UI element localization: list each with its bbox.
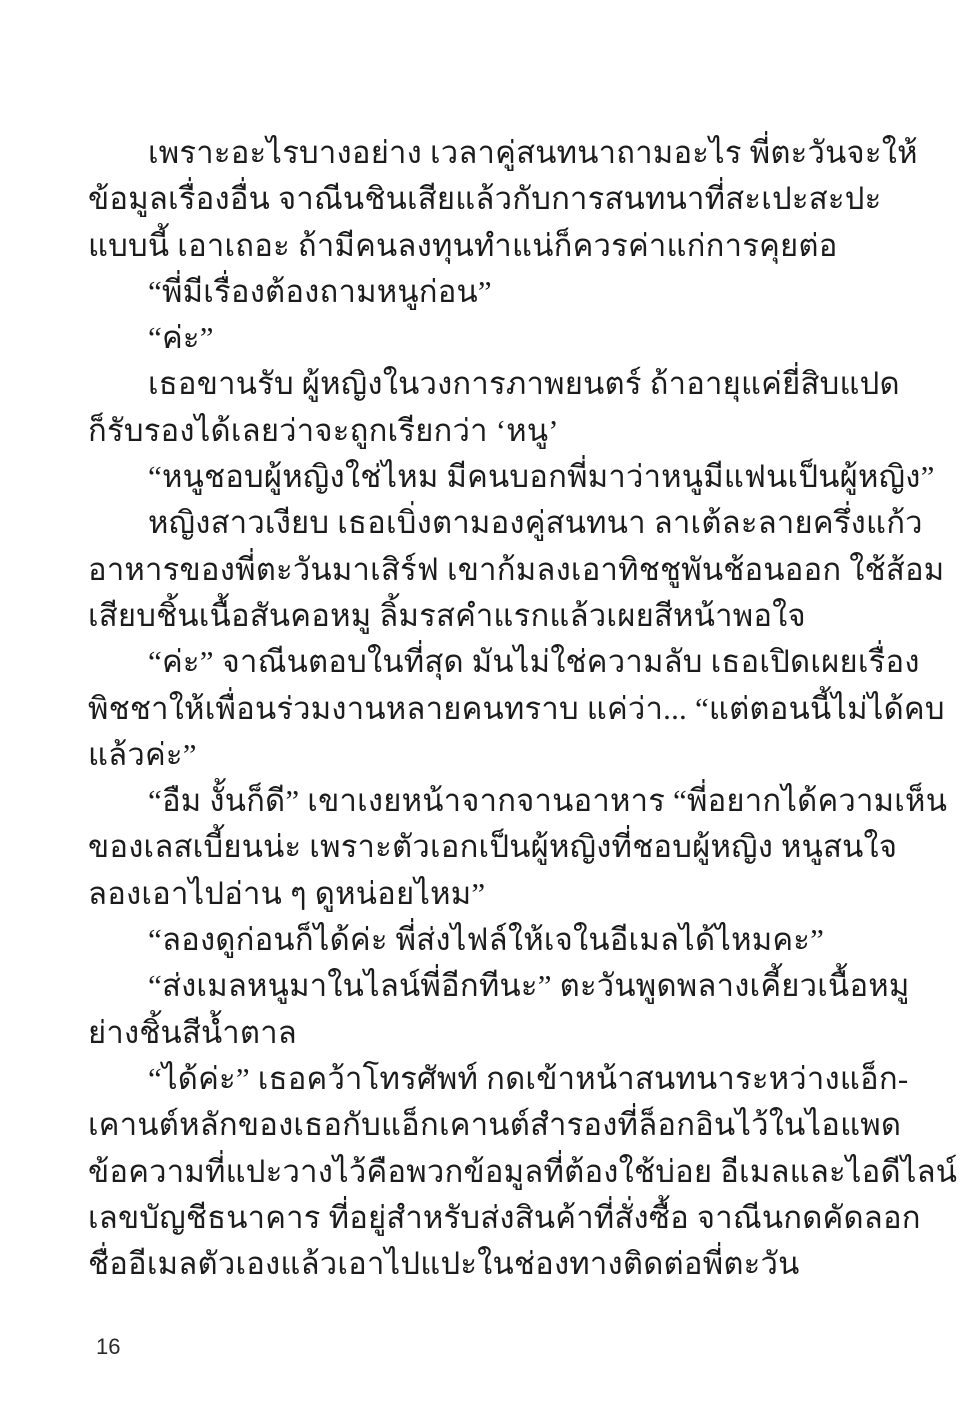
- text-line: เพราะอะไรบางอย่าง เวลาคู่สนทนาถามอะไร พี่ตะวันจะให้: [148, 135, 918, 170]
- text-line: “ส่งเมลหนูมาในไลน์พี่อีกทีนะ” ตะวันพูดพลางเคี้ยวเนื้อหมู: [148, 968, 910, 1004]
- text-line: เลขบัญชีธนาคาร ที่อยู่สำหรับส่งสินค้าที่สั่งซื้อ จาณีนกดคัดลอก: [88, 1199, 921, 1235]
- text-line: ลองเอาไปอ่าน ๆ ดูหน่อยไหม”: [88, 875, 486, 911]
- text-line: ข้อความที่แปะวางไว้คือพวกข้อมูลที่ต้องใช้บ่อย อีเมลและไอดีไลน์: [88, 1153, 958, 1189]
- text-line: “หนูชอบผู้หญิงใช่ไหม มีคนบอกพี่มาว่าหนูมีแฟนเป็นผู้หญิง”: [148, 459, 935, 495]
- text-line: แล้วค่ะ”: [88, 736, 197, 772]
- text-line: “พี่มีเรื่องต้องถามหนูก่อน”: [148, 273, 492, 309]
- text-line: เคานต์หลักของเธอกับแอ็กเคานต์สำรองที่ล็อกอินไว้ในไอแพด: [88, 1107, 902, 1143]
- text-line: หญิงสาวเงียบ เธอเบิ่งตามองคู่สนทนา ลาเต้ละลายครึ่งแก้ว: [148, 505, 923, 541]
- text-line: ข้อมูลเรื่องอื่น จาณีนชินเสียแล้วกับการสนทนาที่สะเปะสะปะ: [88, 181, 882, 217]
- text-line: “ค่ะ” จาณีนตอบในที่สุด มันไม่ใช่ความลับ เธอเปิดเผยเรื่อง: [148, 644, 920, 680]
- text-line: ของเลสเบี้ยนน่ะ เพราะตัวเอกเป็นผู้หญิงที่ชอบผู้หญิง หนูสนใจ: [88, 829, 898, 865]
- text-line: ก็รับรองได้เลยว่าจะถูกเรียกว่า ‘หนู’: [88, 412, 559, 448]
- text-line: อาหารของพี่ตะวันมาเสิร์ฟ เขาก้มลงเอาทิชชูพันช้อนออก ใช้ส้อม: [88, 551, 945, 587]
- text-line: ย่างชิ้นสีน้ำตาล: [88, 1014, 297, 1050]
- page-number: 16: [96, 1334, 121, 1359]
- text-line: เธอขานรับ ผู้หญิงในวงการภาพยนตร์ ถ้าอายุแค่ยี่สิบแปด: [148, 366, 900, 402]
- text-line: พิชชาให้เพื่อนร่วมงานหลายคนทราบ แค่ว่า... “แต่ตอนนี้ไม่ได้คบ: [88, 690, 945, 726]
- page-text: [88, 130, 958, 1287]
- text-line: ชื่ออีเมลตัวเองแล้วเอาไปแปะในช่องทางติดต่อพี่ตะวัน: [88, 1246, 800, 1282]
- text-line: แบบนี้ เอาเถอะ ถ้ามีคนลงทุนทำแน่ก็ควรค่าแก่การคุยต่อ: [88, 227, 838, 263]
- text-line: “อืม งั้นก็ดี” เขาเงยหน้าจากจานอาหาร “พี่อยากได้ความเห็น: [148, 783, 948, 819]
- text-line: “ค่ะ”: [148, 320, 214, 356]
- text-line: “ได้ค่ะ” เธอคว้าโทรศัพท์ กดเข้าหน้าสนทนาระหว่างแอ็ก-: [148, 1060, 909, 1096]
- text-line: “ลองดูก่อนก็ได้ค่ะ พี่ส่งไฟล์ให้เจในอีเมลได้ไหมคะ”: [148, 922, 825, 958]
- text-line: เสียบชิ้นเนื้อสันคอหมู ลิ้มรสคำแรกแล้วเผยสีหน้าพอใจ: [88, 597, 806, 633]
